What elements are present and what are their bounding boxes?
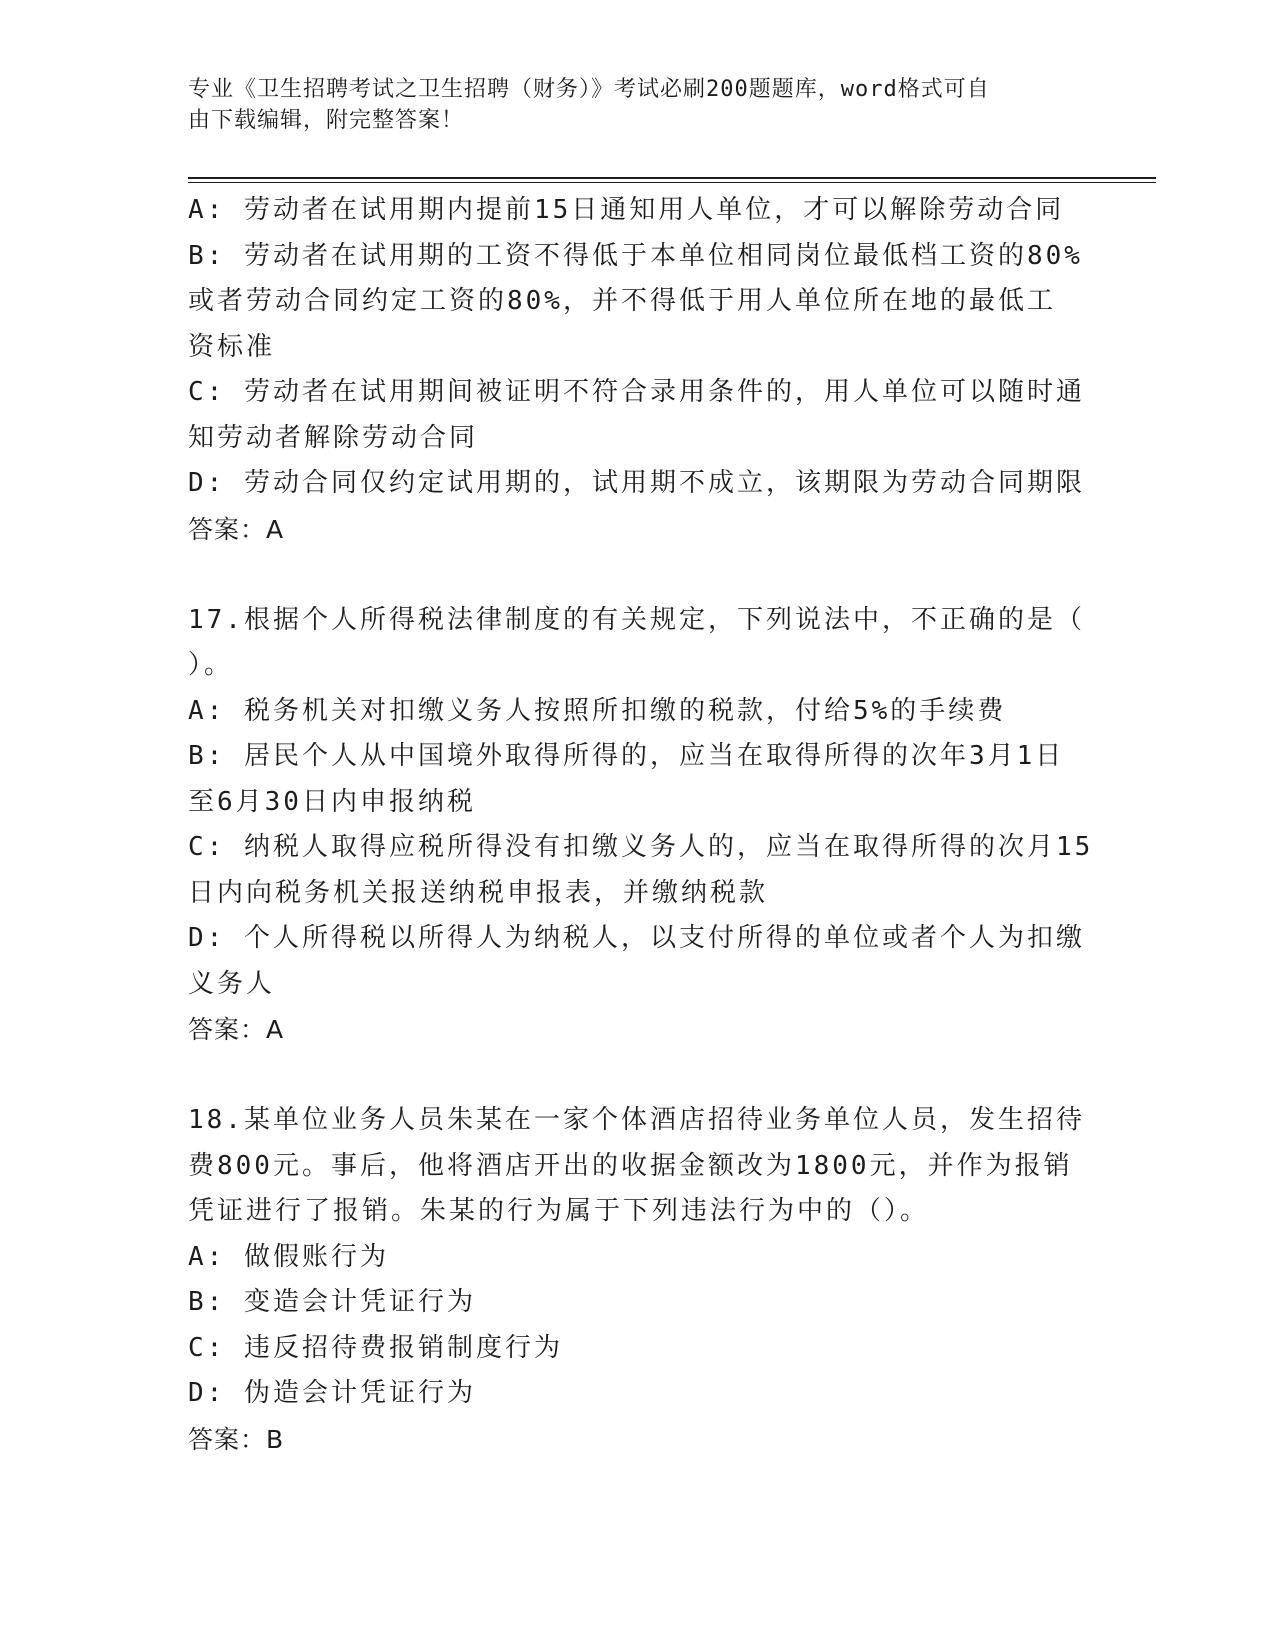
q16-option-b-line-3: 资标准 [188, 331, 276, 362]
q17-option-d-line-2: 义务人 [188, 968, 276, 999]
q17-option-c-line-1: C: 纳税人取得应税所得没有扣缴义务人的，应当在取得所得的次月15 [188, 832, 1094, 862]
header-title-line-1: 专业《卫生招聘考试之卫生招聘（财务）》考试必刷200题题库，word格式可自 [188, 77, 990, 102]
q17-option-c-line-2: 日内向税务机关报送纳税申报表，并缴纳税款 [188, 877, 769, 908]
document-body [188, 188, 1094, 1462]
q16-answer: 答案：A [188, 514, 285, 544]
spacer [188, 1053, 1088, 1099]
q16-option-c-line-2: 知劳动者解除劳动合同 [188, 422, 479, 453]
q18-stem-line-1: 18.某单位业务人员朱某在一家个体酒店招待业务单位人员，发生招待 [188, 1105, 1085, 1135]
header-title-line-2: 由下载编辑，附完整答案！ [188, 108, 465, 133]
q18-stem-line-3: 凭证进行了报销。朱某的行为属于下列违法行为中的（）。 [188, 1196, 930, 1226]
q17-answer: 答案：A [188, 1015, 285, 1044]
q18-option-b: B: 变造会计凭证行为 [188, 1287, 476, 1317]
question-17 [188, 598, 1094, 1053]
q17-stem-line-1: 17.根据个人所得税法律制度的有关规定，下列说法中，不正确的是（ [188, 604, 1085, 635]
q17-option-d-line-1: D: 个人所得税以所得人为纳税人，以支付所得的单位或者个人为扣缴 [188, 923, 1085, 953]
q17-option-b-line-1: B: 居民个人从中国境外取得所得的，应当在取得所得的次年3月1日 [188, 741, 1065, 771]
q18-option-c: C: 违反招待费报销制度行为 [188, 1332, 563, 1363]
q16-option-c-line-1: C: 劳动者在试用期间被证明不符合录用条件的，用人单位可以随时通 [188, 377, 1085, 407]
q17-option-a: A: 税务机关对扣缴义务人按照所扣缴的税款，付给5%的手续费 [188, 695, 1007, 726]
q18-option-a: A: 做假账行为 [188, 1241, 389, 1272]
q18-option-d: D: 伪造会计凭证行为 [188, 1378, 476, 1408]
q18-answer: 答案：B [188, 1424, 285, 1454]
spacer [188, 552, 1088, 598]
q16-option-b-line-2: 或者劳动合同约定工资的80%，并不得低于用人单位所在地的最低工 [188, 286, 1056, 316]
q16-option-d: D: 劳动合同仅约定试用期的，试用期不成立，该期限为劳动合同期限 [188, 468, 1085, 498]
document-header [188, 74, 1068, 136]
header-rule-thin [188, 182, 1156, 183]
q16-option-a: A: 劳动者在试用期内提前15日通知用人单位，才可以解除劳动合同 [188, 195, 1065, 225]
header-rule-thick [188, 177, 1156, 179]
q17-stem-line-2: ）。 [188, 650, 234, 680]
q18-stem-line-2: 费800元。事后，他将酒店开出的收据金额改为1800元，并作为报销 [188, 1150, 1073, 1181]
q16-option-b-line-1: B: 劳动者在试用期的工资不得低于本单位相同岗位最低档工资的80% [188, 240, 1083, 271]
question-18 [188, 1098, 1088, 1462]
question-16 [188, 188, 1088, 552]
q17-option-b-line-2: 至6月30日内申报纳税 [188, 786, 476, 817]
